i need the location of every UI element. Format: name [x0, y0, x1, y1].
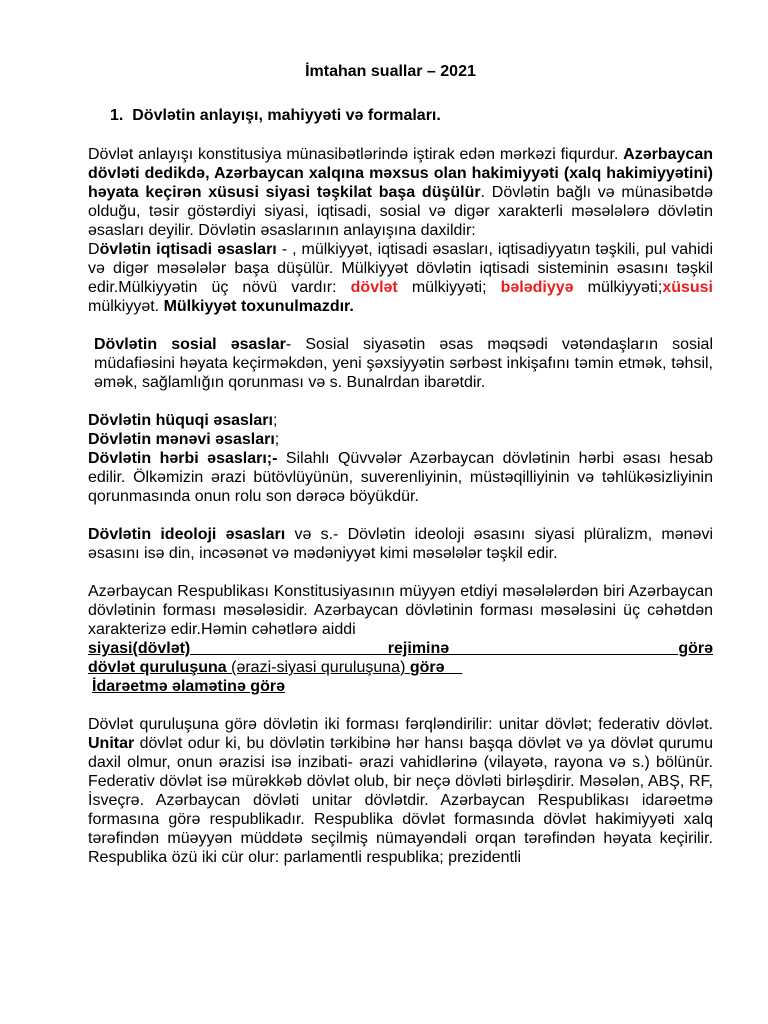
line-governance-form	[88, 677, 713, 696]
bold-term: Dövlətin hərbi əsasları;-	[88, 450, 278, 467]
paragraph-military-foundations	[88, 449, 713, 506]
text-run: ;	[274, 431, 280, 448]
text-run: - , mülkiyyət, iqtisadi əsasları, iqtisadiyyatın təşkili, pul vahidi və digər məsələlər başa düşülür. Mülkiyyət dövlətin iqtisadi sisteminin əsasını təşkil edir.Mülkiyyətin üç növü vardır:	[88, 241, 714, 296]
bold-underlined-term: İdarəetmə əlamətinə görə	[92, 678, 285, 695]
line-political-regime: siyasi(dövlət) rejiminə görə	[88, 640, 713, 657]
highlight-private-property: xüsusi	[662, 279, 713, 296]
bold-term: Unitar	[88, 735, 135, 752]
text-run: mülkiyyət.	[88, 298, 164, 315]
text-run: mülkiyyəti;	[573, 279, 663, 296]
document-title: İmtahan suallar – 2021	[305, 63, 476, 80]
section-heading-text: Dövlətin anlayışı, mahiyyəti və formaları.	[132, 107, 441, 124]
text-run: Dövlət quruluşuna görə dövlətin iki forması fərqləndirilir: unitar dövlət; federativ dövlət.	[88, 716, 713, 733]
highlight-state-property: dövlət	[350, 279, 398, 296]
text-run: ;	[272, 412, 278, 429]
document-page	[88, 62, 713, 867]
text-run: və s.- Dövlətin ideoloji əsasını siyasi plüralizm, mənəvi əsasını isə din, incəsənət və mədəniyyət kimi məsələlər təşkil edir.	[88, 526, 713, 562]
bold-underlined-term: dövlət quruluşuna	[88, 659, 227, 676]
text-run: dövlət odur ki, bu dövlətin tərkibinə hər hansı başqa dövlət və ya dövlət qurumu daxil olmur, onun ərazisi isə inzibati- ərazi vahidlərinə (vilayətə, rayona və s.) bölünür. Federativ dövlət isə mürəkkəb dövlət olub, bir neçə dövləti birləşdirir. Məsələn, ABŞ, RF, İsveçrə. Azərbaycan dövləti unitar dövlətdir. Azərbaycan Respublikası idarəetmə formasına görə respublikadır. Respublika dövlət formasında dövlət hakimiyyəti xalq tərəfindən müəyyən müddətə seçilmiş nümayəndəli orqan tərəfindən həyata keçirilir. Respublika özü iki cür olur: parlamentli respublika; prezidentli	[88, 735, 713, 866]
paragraph-state-structure-forms	[88, 715, 713, 867]
text-run: mülkiyyəti;	[397, 279, 501, 296]
bold-term: Dövlətin ideoloji əsasları	[88, 526, 286, 543]
paragraph-economic-foundations	[88, 240, 713, 316]
highlight-municipal-property: bələdiyyə	[500, 279, 574, 296]
paragraph-social-foundations	[88, 335, 713, 392]
text-run: Azərbaycan Respublikası Konstitusiyasının müyyən etdiyi məsələlərdən biri Azərbaycan dövlətinin forması məsələsidir. Azərbaycan dövlətinin forması məsələsini üç cəhətdən xarakterizə edir.Həmin cəhətlərə aiddi	[88, 583, 713, 638]
paragraph-state-form	[88, 582, 713, 639]
line-state-structure	[88, 658, 713, 677]
line-moral-foundations	[88, 430, 713, 449]
bold-term: Dövlətin mənəvi əsasları	[88, 431, 275, 448]
text-run: Dövlət anlayışı konstitusiya münasibətlərində iştirak edən mərkəzi fiqurdur.	[88, 146, 624, 163]
paragraph-state-concept	[88, 145, 713, 240]
bold-term: Dövlətin hüquqi əsasları	[88, 412, 273, 429]
bold-term: övlətin iqtisadi əsasları	[99, 241, 277, 258]
text-run: Silahlı Qüvvələr Azərbaycan dövlətinin hərbi əsası hesab edilir. Ölkəmizin ərazi bütövlüyünün, suverenliyinin, müstəqilliyinin və təhlükəsizliyinin qorunmasında onun rolu son dərəcə böyükdür.	[88, 450, 714, 505]
section-heading	[88, 106, 713, 125]
bold-statement: Mülkiyyət toxunulmazdır.	[163, 298, 354, 315]
paragraph-ideological-foundations	[88, 525, 713, 563]
bold-term: Dövlətin sosial əsaslar	[94, 336, 286, 353]
section-number: 1.	[110, 107, 124, 124]
underlined-space	[445, 659, 463, 676]
text-run: - Sosial siyasətin əsas məqsədi vətəndaşların sosial müdafiəsini həyata keçirməkdən, yeni şəxsiyyətin sərbəst inkişafını təmin etmək, təhsil, əmək, sağlamlığın qorunması və s. Bunalrdan ibarətdir.	[94, 336, 714, 391]
text-run: . Dövlətin bağlı və münasibətdə olduğu, təsir göstərdiyi siyasi, iqtisadi, sosial və digər xarakterli məsələlərə dövlətin əsasları deyilir. Dövlətin əsaslarının anlayışına daxildir:	[88, 184, 713, 239]
text-run: D	[88, 241, 100, 258]
bold-underlined-term: görə	[409, 659, 445, 676]
line-legal-foundations	[88, 411, 713, 430]
underlined-text: (ərazi-siyasi quruluşuna)	[226, 659, 410, 676]
bold-definition: Azərbaycan dövləti dedikdə, Azərbaycan xalqına məxsus olan hakimiyyəti (xalq hakimiyyətini) həyata keçirən xüsusi siyasi təşkilat başa düşülür	[88, 146, 713, 201]
